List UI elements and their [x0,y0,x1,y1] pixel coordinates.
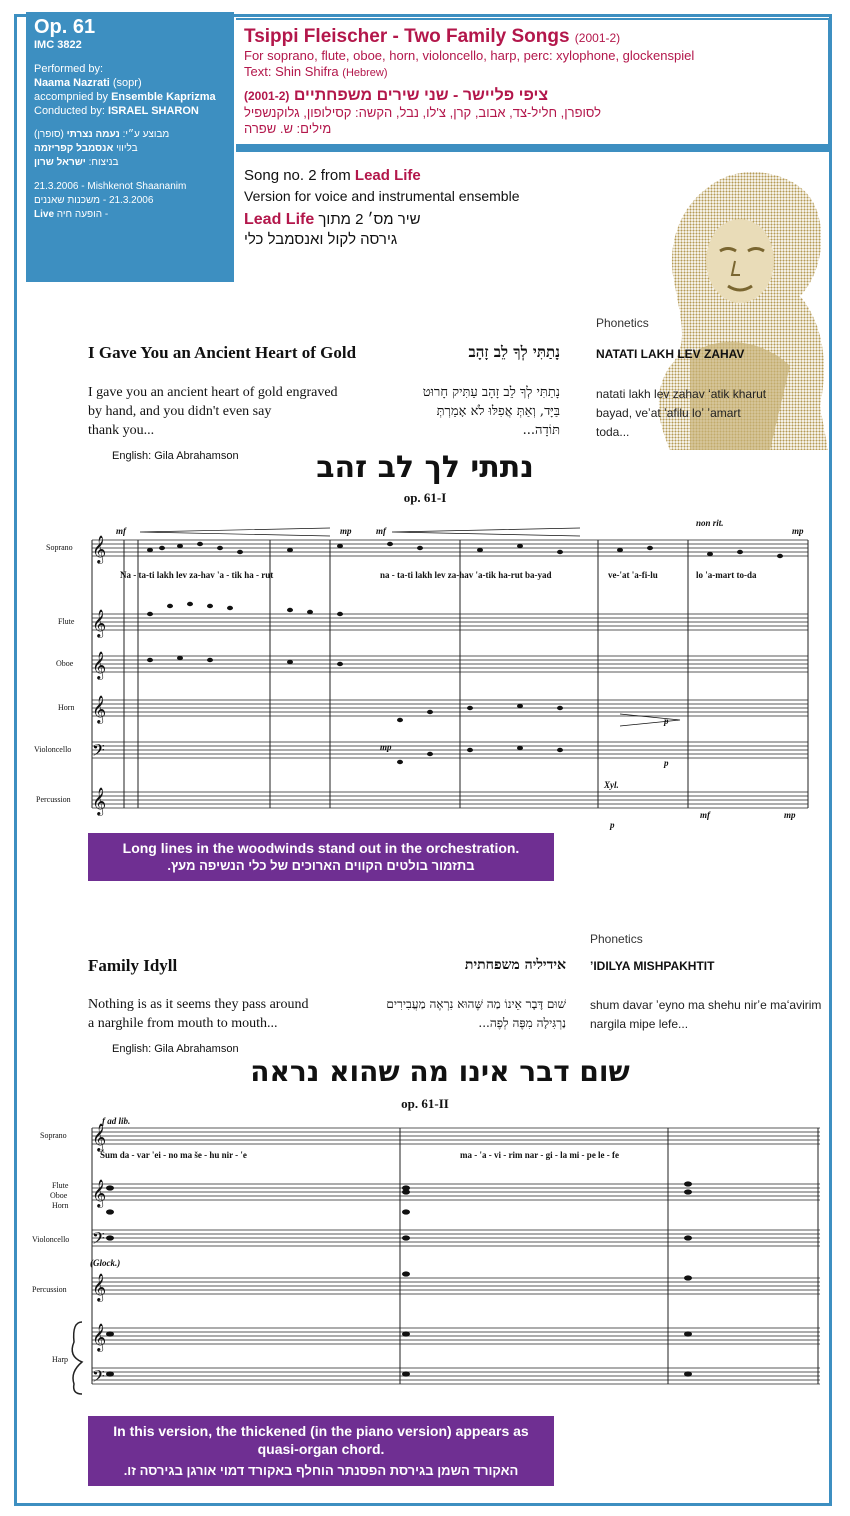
heb-song-version: גירסה לקול ואנסמבל כלי [244,231,398,248]
svg-text:𝄞: 𝄞 [92,609,107,637]
poem1-line: thank you... [88,423,155,438]
heb-conductor: ישראל שרון [34,157,86,168]
phonetics-label-2: Phonetics [590,932,643,946]
heb-work-title: ציפי פליישר - שני שירים משפחתיים [293,87,549,104]
poem1-phon-line: toda... [596,425,630,439]
instrumentation: For soprano, flute, oboe, horn, violoncello, harp, perc: xylophone, glockenspiel [244,48,695,63]
live-en: Live [34,209,55,220]
svg-text:𝄞: 𝄞 [92,787,107,815]
lyric-line: ma - 'a - vi - rim nar - gi - la mi - pe le - fe [460,1150,620,1160]
ensemble-line [34,90,226,104]
dynamic-mark: f ad lib. [102,1116,131,1126]
score2-bass-clef-icons [92,1228,105,1390]
text-language: (Hebrew) [342,67,388,79]
heb-singer-line [34,128,226,142]
heb-singer: נעמה נצרתי [66,129,120,140]
svg-text:𝄞: 𝄞 [92,1179,107,1207]
performed-by-label: Performed by: [34,63,104,75]
treble-clef-icons [92,535,106,816]
dynamic-mark: mp [380,742,392,752]
instrument-change: Xyl. [604,780,619,790]
heb-ensemble-line [34,142,226,156]
poem1-big-title: נתתי לך לב זהב [316,450,534,485]
dynamic-mark: p [610,820,615,830]
staff-label: Horn [52,1201,69,1210]
conductor-line [34,104,226,118]
poem1-heb-title: נָתַתִּי לְךָ לֵב זָהָב [468,343,560,361]
opus-number: Op. 61 [34,16,96,38]
poem2-opus: op. 61-II [401,1096,449,1111]
poem1-phon-line: bayad, veʼat ʼafilu loʼ ʼamart [596,406,741,420]
note-box-1 [88,833,554,881]
text-author-line [244,64,820,81]
poem1-credit: English: Gila Abrahamson [112,450,239,462]
work-years: (2001-2) [574,31,621,45]
poem2-line: a narghile from mouth to mouth... [88,1016,278,1031]
heb-song-line-1 [244,210,519,230]
text-author: Text: Shin Shifra [244,64,339,79]
poem2-phonetics [590,996,821,1034]
ensemble-name: Ensemble Kaprizma [111,91,216,103]
heb-song-prefix: שיר מס׳ 2 מתוך [318,211,421,228]
svg-text:𝄞: 𝄞 [92,1323,107,1351]
poem2-heb-line: שׁוּם דָּבָר אֵינוֹ מַה שֶּׁהוּא נִרְאֶה מַעֲבִירִים [386,997,566,1011]
score-excerpt-1 [34,510,820,830]
staff-label: Oboe [50,1191,68,1200]
lyric-line: ve-'at 'a-fi-lu [608,570,658,580]
poem2-phon-title: ʼIDILYA MISHPAKHTIT [590,959,715,973]
poem2-english [88,995,308,1033]
song-version: Version for voice and instrumental ensemble [244,188,520,204]
note1-en: Long lines in the woodwinds stand out in the orchestration. [122,840,520,856]
conducted-prefix: Conducted by: [34,105,105,117]
lyric-line: lo 'a-mart to-da [696,570,757,580]
work-title-line [244,26,820,48]
singer-name: Naama Nazrati [34,77,110,89]
poem2-hebrew [330,995,566,1033]
score2-staves [72,1128,820,1394]
poem1-heb-line: נָתַתִּי לְךָ לֵב זָהָב עַתִּיק חָרוּט [422,385,560,400]
svg-text:𝄞: 𝄞 [92,695,107,723]
heb-ensemble: אנסמבל קפריזמה [34,143,114,154]
staff-label: Flute [58,617,75,626]
svg-text:𝄞: 𝄞 [92,1123,107,1151]
svg-text:𝄞: 𝄞 [92,535,107,563]
score1-hairpins [140,528,680,726]
poem2-heb-line: נַרְגִּילָה מִפֶּה לְפֶה... [478,1016,566,1030]
poem2-big-title: שום דבר אינו מה שהוא נראה [250,1055,630,1088]
poem1-english [88,383,338,440]
poem1-opus: op. 61-I [403,490,447,505]
heb-singer-role: (סופרן) [34,129,64,140]
poem1-phon-title: NATATI LAKH LEV ZAHAV [596,347,745,361]
poem1-title: I Gave You an Ancient Heart of Gold [88,343,357,362]
instrument-change: (Glock.) [90,1258,121,1268]
tempo-mark: non rit. [696,518,724,528]
heb-text-author: מילים: ש. שפרה [244,121,332,136]
singer-role: (sopr) [112,77,142,89]
staff-label: Percussion [32,1285,67,1294]
svg-text:𝄞: 𝄞 [92,651,107,679]
phonetics-label-1: Phonetics [596,316,649,330]
staff-label: Horn [58,703,75,712]
live-he: - הופעה חיה [56,209,109,220]
staff-label: Soprano [40,1131,67,1140]
catalog-number: IMC 3822 [34,39,82,51]
heb-instrumentation: לסופרן, חליל-צד, אבוב, קרן, צ'לו, נבל, הקשה: קסילופון, גלוקנשפיל [244,105,602,120]
singer-line [34,76,226,90]
dynamic-mark: mf [376,526,386,536]
score2-notes [106,1181,692,1376]
conductor-name: ISRAEL SHARON [108,105,199,117]
date-he: 21.3.2006 - משכנות שאננים [34,195,154,206]
poem1-phon-line: natati lakh lev zahav ʻatik kharut [596,387,767,401]
lyric-line: na - ta-ti lakh lev za-hav 'a-tik ha-rut ba-yad [380,570,552,580]
dynamic-mark: mf [116,526,126,536]
heb-singer-prefix: מבוצע ע״י: [122,129,170,140]
svg-text:𝄞: 𝄞 [92,1273,107,1301]
poem2-phon-line: shum davar ʼeyno ma shehu nirʼe maʻavirim [590,998,822,1012]
work-header [236,18,830,146]
heb-song-cycle-name: Lead Life [244,211,315,228]
poem2-heb-title: אידיליה משפחתית [464,957,566,973]
heb-conductor-line [34,156,226,170]
poem2-phon-line: nargila mipe lefe... [590,1017,689,1031]
note2-he: האקורד השמן בגירסת הפסנתר הוחלף באקורד דמוי אורגן בגירסה זו. [123,1463,519,1478]
score1-lyrics [120,570,757,580]
heb-ensemble-prefix: בליווי [116,143,138,154]
bass-clef-icon: 𝄢 [92,740,105,764]
poem1-line: by hand, and you didn't even say [88,404,272,419]
dynamic-mark: mf [700,810,710,820]
date-en: 21.3.2006 - Mishkenot Shaananim [34,181,187,192]
staff-label: Violoncello [32,1235,70,1244]
poem1-heb-line: תּוֹדָה... [522,423,560,438]
dynamic-mark: mp [792,526,804,536]
staff-label: Flute [52,1181,69,1190]
heb-work-title-line [244,87,820,105]
note-box-2 [88,1416,554,1486]
song-line-1 [244,166,519,186]
note2-en: In this version, the thickened (in the piano version) appears as quasi-organ chord. [113,1423,529,1457]
score2-lyrics [100,1150,619,1160]
performance-info-panel [26,12,234,282]
svg-text:𝄢: 𝄢 [92,1228,105,1252]
staff-label: Percussion [36,795,71,804]
heb-work-years: (2001-2) [244,89,290,103]
dynamic-mark: p [664,758,669,768]
song-cycle-name: Lead Life [354,167,421,184]
poem2-title: Family Idyll [88,956,178,975]
score1-staves [92,540,808,808]
song-info [244,166,519,250]
poem1-line: I gave you an ancient heart of gold engraved [88,385,338,400]
note1-he: בתזמור בולטים הקווים הארוכים של כלי הנשיפה מעץ. [167,858,475,873]
poem1-phonetics [596,385,766,442]
heb-conductor-prefix: בניצוח: [88,157,119,168]
poem2-credit: English: Gila Abrahamson [112,1043,239,1055]
dynamic-mark: mp [784,810,796,820]
score1-instrument-labels [34,543,75,804]
dynamic-mark: p [664,716,669,726]
poem2-line: Nothing is as it seems they pass around [88,997,309,1012]
staff-label: Violoncello [34,745,72,754]
poem1-heb-line: בַּיָּד, וְאַתְּ אֲפִלּוּ לֹא אָמַרְתְּ [436,404,560,419]
score-excerpt-2 [32,1112,820,1412]
accompanied-prefix: accompnied by [34,91,108,103]
poem1-hebrew [360,383,560,440]
staff-label: Harp [52,1355,68,1364]
header-rule [236,146,830,152]
lyric-line: Na - ta-ti lakh lev za-hav 'a - tik ha - rut [120,570,274,580]
staff-label: Soprano [46,543,73,552]
lyric-line: Šum da - var 'ei - no ma še - hu nir - 'e [100,1150,247,1160]
dynamic-mark: mp [340,526,352,536]
song-prefix: Song no. 2 from [244,167,351,184]
staff-label: Oboe [56,659,74,668]
svg-text:𝄢: 𝄢 [92,1366,105,1390]
work-title: Tsippi Fleischer - Two Family Songs [244,26,570,47]
